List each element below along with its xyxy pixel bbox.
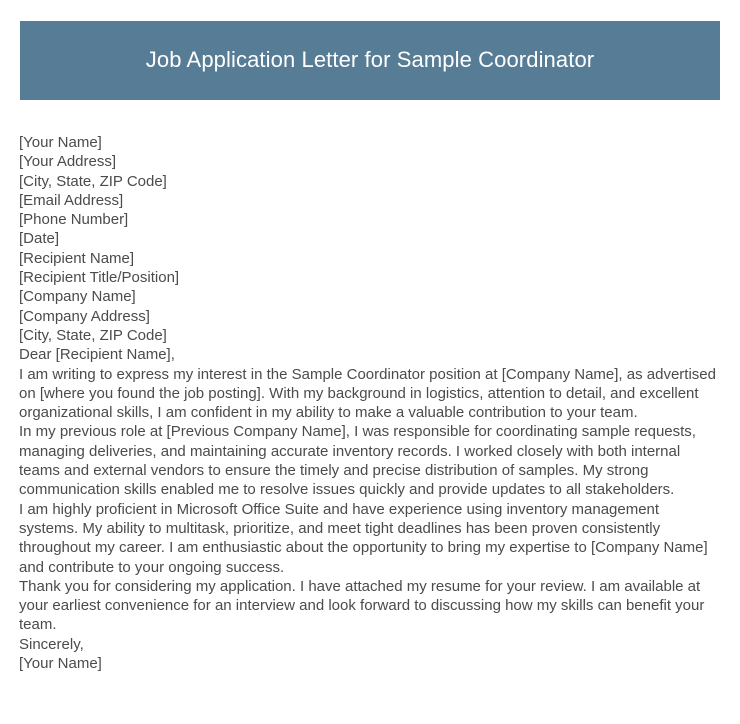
letter-line: [Date] [19,230,60,248]
letter-line: [Recipient Name] [19,249,135,267]
letter-line: I am highly proficient in Microsoft Office Suite and have experience using inventory management systems. My ability to multitask, prioritize, and meet tight deadlines has been proven consistently throughout my career. I am enthusiastic about the opportunity to bring my expertise to [Company Name] and contribute to your ongoing success. [19,500,708,576]
letter-body [19,133,719,673]
letter-line: Thank you for considering my application. I have attached my resume for your review. I am available at your earliest convenience for an interview and look forward to discussing how my skills can benefit your team. [19,577,705,634]
letter-line: [Your Address] [19,153,117,171]
letter-line: [City, State, ZIP Code] [19,172,167,190]
letter-line: Dear [Recipient Name], [19,346,175,364]
letter-line: [Company Name] [19,288,136,306]
letter-line: [City, State, ZIP Code] [19,326,167,344]
document-header-banner [20,21,720,100]
letter-line: [Your Name] [19,655,102,673]
letter-line: [Phone Number] [19,211,129,229]
page-title: Job Application Letter for Sample Coordinator [145,47,595,73]
letter-line: [Email Address] [19,191,124,209]
letter-line: [Recipient Title/Position] [19,269,180,287]
letter-line: I am writing to express my interest in the Sample Coordinator position at [Company Name], as advertised on [where you found the job posting]. With my background in logistics, attention to detail, and excellent organizational skills, I am confident in my ability to make a valuable contribution to your team. [19,365,716,422]
letter-line: In my previous role at [Previous Company Name], I was responsible for coordinating sample requests, managing deliveries, and maintaining accurate inventory records. I worked closely with both internal teams and external vendors to ensure the timely and precise distribution of samples. My strong communication skills enabled me to resolve issues quickly and provide updates to all stakeholders. [19,423,696,499]
letter-line: [Company Address] [19,307,150,325]
letter-line: Sincerely, [19,635,84,653]
letter-line: [Your Name] [19,134,102,151]
